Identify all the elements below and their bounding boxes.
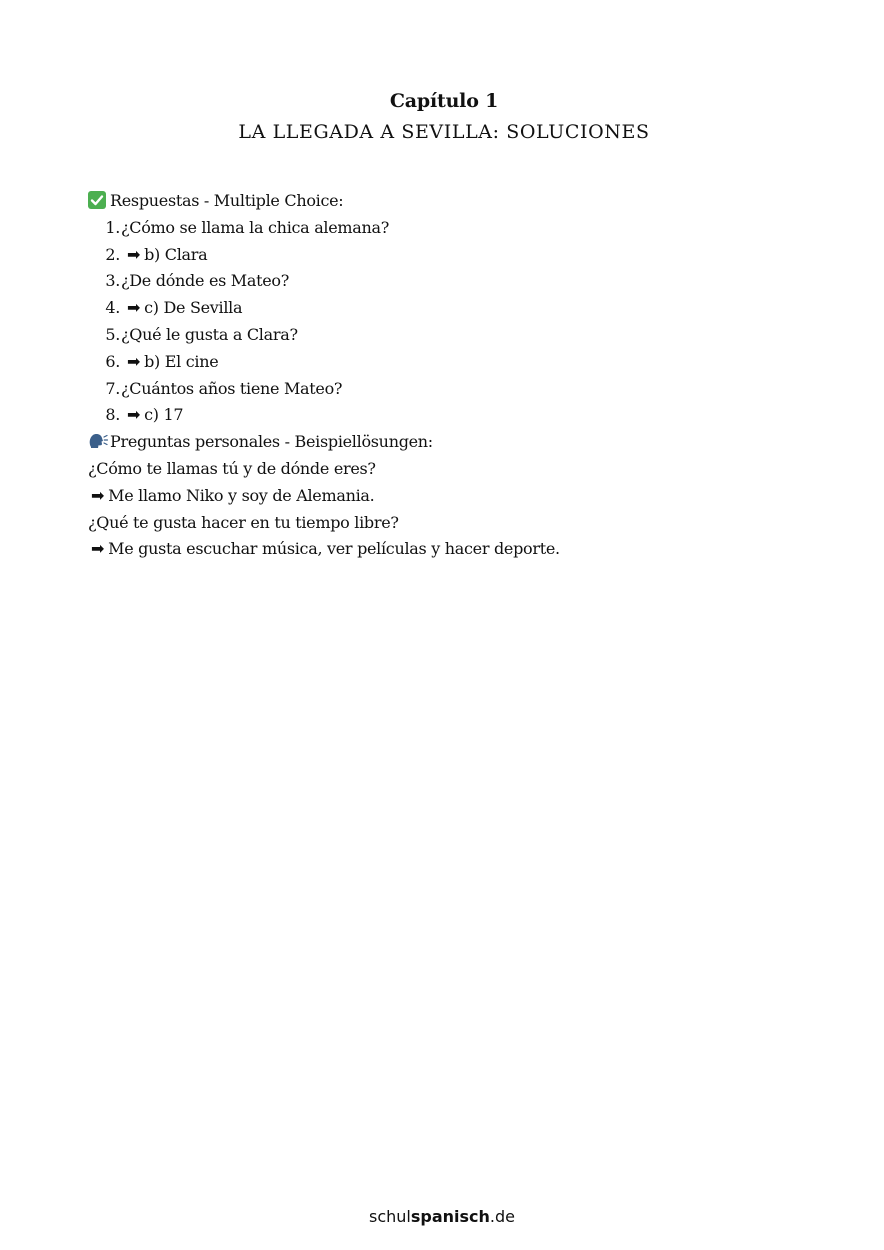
list-item [88,215,848,242]
answer-text: b) Clara [144,244,208,264]
list-item [88,295,848,322]
right-arrow-icon: ➡ [127,351,141,371]
page-subtitle: LA LLEGADA A SEVILLA: SOLUCIONES [238,121,650,143]
item-number: 2. [105,244,120,264]
item-number: 5. [105,324,120,344]
answer-text: b) El cine [144,351,219,371]
personal-question-1: ¿Cómo te llamas tú y de dónde eres? [88,458,376,478]
question-text: ¿Cuántos años tiene Mateo? [121,378,343,398]
item-number: 6. [105,351,120,371]
chapter-title: Capítulo 1 [389,90,499,112]
list-item [88,349,848,376]
footer-prefix: schul [369,1207,411,1226]
personal-question-2: ¿Qué te gusta hacer en tu tiempo libre? [88,512,399,532]
item-number: 8. [105,405,120,425]
footer-website [0,1207,884,1226]
solutions-content [88,188,848,563]
list-item [88,268,848,295]
item-number: 7. [105,378,120,398]
speaking-head-icon [88,432,108,450]
page-header [0,88,884,147]
list-item [88,376,848,403]
answer-text: Me gusta escuchar música, ver películas y hacer deporte. [108,539,560,559]
personal-questions-heading [88,429,848,456]
right-arrow-icon: ➡ [127,405,141,425]
personal-answer-1 [88,483,848,510]
answer-text: Me llamo Niko y soy de Alemania. [108,485,375,505]
question-text: ¿Qué le gusta a Clara? [121,324,298,344]
right-arrow-icon: ➡ [127,244,141,264]
answer-text: c) 17 [144,405,184,425]
personal-answer-2 [88,536,848,563]
answer-text: c) De Sevilla [144,298,243,318]
multiple-choice-heading-text: Respuestas - Multiple Choice: [110,191,344,210]
item-number: 1. [105,217,120,237]
list-item [88,402,848,429]
question-text: ¿De dónde es Mateo? [121,271,290,291]
right-arrow-icon: ➡ [91,485,105,505]
question-text: ¿Cómo se llama la chica alemana? [121,217,390,237]
personal-questions-heading-text: Preguntas personales - Beispiellösungen: [110,432,433,452]
multiple-choice-heading [88,188,848,215]
list-item [88,242,848,269]
item-number: 3. [105,271,120,291]
footer-bold: spanisch [410,1207,490,1226]
footer-suffix: .de [489,1207,515,1226]
check-mark-icon [88,191,106,209]
item-number: 4. [105,298,120,318]
list-item [88,322,848,349]
multiple-choice-list [88,215,848,429]
right-arrow-icon: ➡ [91,539,105,559]
right-arrow-icon: ➡ [127,298,141,318]
